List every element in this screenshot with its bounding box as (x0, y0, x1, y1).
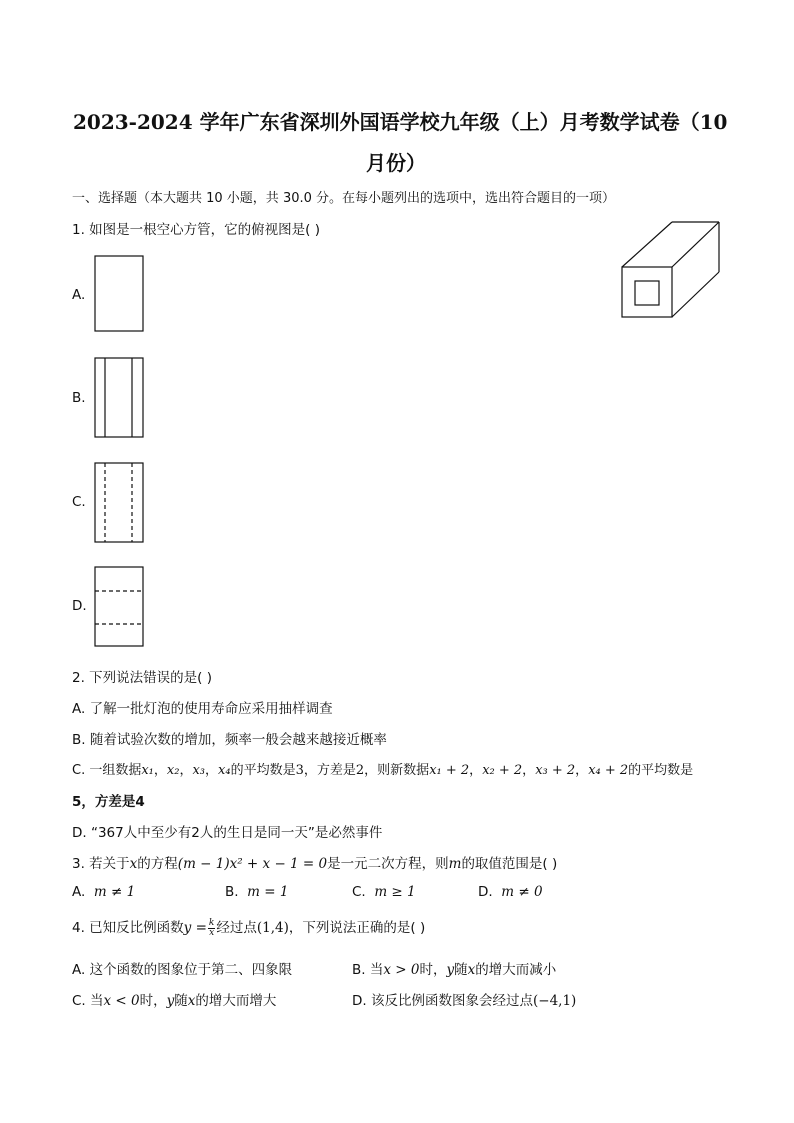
q3-equation: (m − 1)x² + x − 1 = 0 (177, 856, 328, 872)
q2-c-mid2: ，方差是 (303, 763, 356, 778)
q4-b-x: x (467, 962, 476, 978)
q4-option-b[interactable] (352, 958, 556, 978)
section-heading: 一、选择题（本大题共 10 小题，共 30.0 分。在每小题列出的选项中，选出符合题目的一项） (72, 191, 616, 206)
q3-b-label: B. (225, 884, 239, 900)
q2-c-mid3: ，则新数据 (364, 763, 430, 778)
q1-option-b-label[interactable]: B. (72, 390, 86, 406)
q2-sep2: ， (179, 763, 193, 778)
q2-nx4: x₄ + 2 (588, 763, 629, 778)
q4-b-suffix: 的增大而减小 (475, 962, 557, 978)
q4-b-mid2: 随 (454, 962, 468, 978)
question-3-stem (72, 852, 557, 872)
q3-d-label: D. (478, 884, 493, 900)
q2-option-b[interactable]: B. 随着试验次数的增加，频率一般会越来越接近概率 (72, 732, 387, 748)
q2-c-mid1: 的平均数是 (230, 763, 296, 778)
q4-c-y: y (166, 993, 175, 1009)
q3-var-m: m (448, 856, 462, 872)
title-line-2: 月份） (366, 151, 426, 175)
q4-fraction (208, 919, 215, 938)
q4-b-mid: 时， (419, 962, 447, 978)
q3-option-d[interactable] (478, 884, 543, 900)
q2-x2: x₂ (166, 763, 180, 778)
q3-suffix: 的取值范围是( ) (461, 856, 558, 872)
q3-a-label: A. (72, 884, 86, 900)
hollow-tube-figure (620, 220, 722, 320)
q3-prefix: 3. 若关于 (72, 856, 130, 872)
q3-c-value: m ≥ 1 (374, 884, 416, 900)
q4-option-d[interactable] (352, 989, 576, 1009)
q4-c-mid2: 随 (174, 993, 188, 1009)
q1-option-b-figure[interactable] (94, 357, 144, 439)
q1-option-d-figure[interactable] (94, 566, 144, 648)
q4-c-cond: x < 0 (103, 993, 140, 1009)
q2-option-c-line2: 5，方差是4 (72, 794, 145, 810)
q2-sep5: ， (522, 763, 536, 778)
q3-mid1: 的方程 (137, 856, 178, 872)
q1-option-c-label[interactable]: C. (72, 494, 86, 510)
q2-nx3: x₃ + 2 (535, 763, 576, 778)
q3-c-label: C. (352, 884, 366, 900)
q2-mean: 3 (295, 763, 304, 778)
q4-prefix: 4. 已知反比例函数 (72, 920, 184, 936)
q4-b-y: y (446, 962, 455, 978)
q3-b-value: m = 1 (247, 884, 289, 900)
q2-sep1: ， (153, 763, 167, 778)
q2-x4: x₄ (218, 763, 231, 778)
question-2-stem: 2. 下列说法错误的是( ) (72, 670, 212, 686)
q3-var-x: x (129, 856, 138, 872)
q2-sep6: ， (575, 763, 589, 778)
q1-option-d-label[interactable]: D. (72, 598, 87, 614)
q2-option-d[interactable]: D. “367人中至少有2人的生日是同一天”是必然事件 (72, 825, 383, 841)
q3-option-a[interactable] (72, 884, 135, 900)
q1-option-a-label[interactable]: A. (72, 287, 86, 303)
q2-x3: x₃ (192, 763, 206, 778)
q3-d-value: m ≠ 0 (501, 884, 543, 900)
q4-point: (1,4) (256, 920, 289, 936)
q2-c-prefix: C. 一组数据 (72, 763, 142, 778)
q3-mid2: 是一元二次方程，则 (327, 856, 449, 872)
q2-sep3: ， (205, 763, 219, 778)
q4-suffix: ，下列说法正确的是( ) (288, 920, 426, 936)
q4-option-c[interactable] (72, 989, 276, 1009)
q4-option-a[interactable]: A. 这个函数的图象位于第二、四象限 (72, 962, 293, 978)
question-1-stem: 1. 如图是一根空心方管，它的俯视图是( ) (72, 222, 320, 238)
q2-option-a[interactable]: A. 了解一批灯泡的使用寿命应采用抽样调查 (72, 701, 333, 717)
q2-option-c[interactable] (72, 759, 693, 778)
q4-frac-num: k (208, 917, 215, 928)
title-line-1: 2023-2024 学年广东省深圳外国语学校九年级（上）月考数学试卷（10 (73, 110, 728, 134)
q4-c-mid: 时， (139, 993, 167, 1009)
q2-nx1: x₁ + 2 (429, 763, 470, 778)
q3-option-b[interactable] (225, 884, 288, 900)
q4-y-eq: y = (183, 920, 207, 936)
q4-b-prefix: B. 当 (352, 962, 384, 978)
q2-x1: x₁ (141, 763, 154, 778)
q2-nx2: x₂ + 2 (482, 763, 523, 778)
q2-c-mid4: 的平均数是 (628, 763, 694, 778)
q2-sep4: ， (469, 763, 483, 778)
question-4-stem (72, 916, 425, 938)
q4-c-suffix: 的增大而增大 (195, 993, 277, 1009)
q4-c-x: x (187, 993, 196, 1009)
q4-d-point: (−4,1) (532, 993, 577, 1009)
q4-mid: 经过点 (216, 920, 257, 936)
q4-d-prefix: D. 该反比例函数图象会经过点 (352, 993, 533, 1009)
q3-a-value: m ≠ 1 (93, 884, 136, 900)
q1-option-c-figure[interactable] (94, 462, 144, 544)
q1-option-a-figure[interactable] (94, 255, 144, 333)
q3-option-c[interactable] (352, 884, 416, 900)
q2-variance: 2 (355, 763, 365, 778)
q4-c-prefix: C. 当 (72, 993, 104, 1009)
q4-b-cond: x > 0 (383, 962, 420, 978)
q4-frac-den: x (209, 927, 215, 938)
